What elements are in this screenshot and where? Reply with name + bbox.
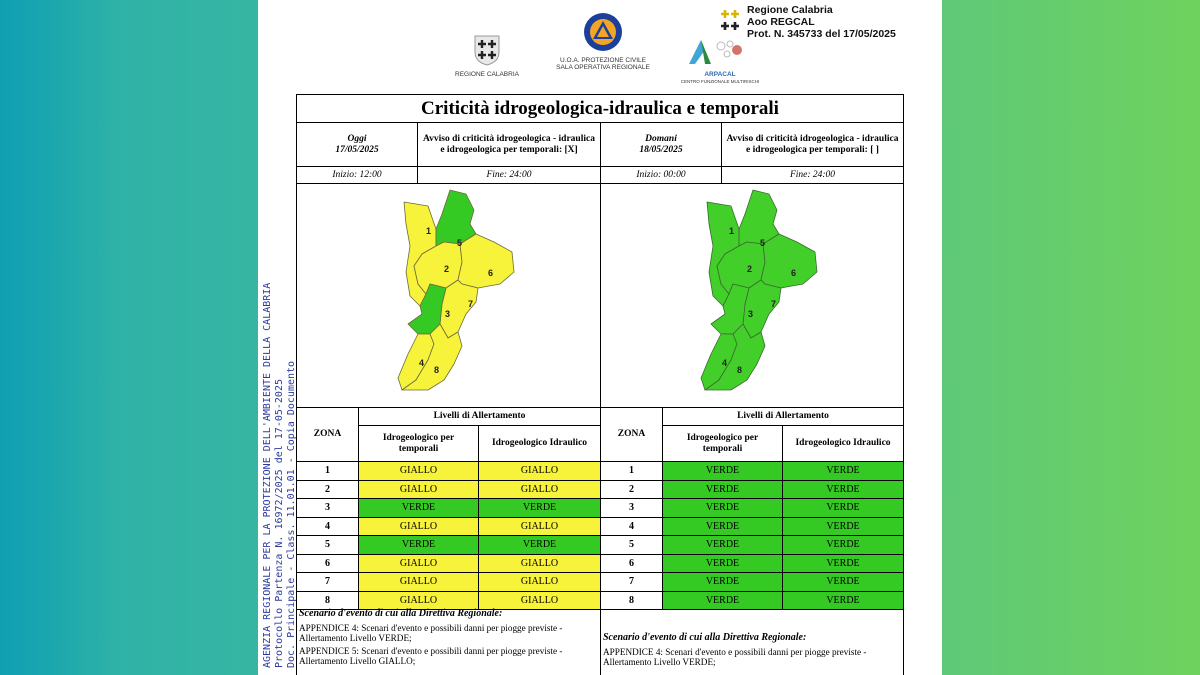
zone-number: 3 (297, 499, 359, 518)
today-scenario-heading: Scenario d'evento di cui alla Direttiva Regionale: (299, 608, 503, 619)
level-idraulico: GIALLO (479, 462, 601, 481)
zone-number: 2 (297, 481, 359, 500)
protocol-aoo: Aoo REGCAL (747, 16, 815, 28)
zone-number: 7 (601, 573, 663, 592)
level-idraulico: VERDE (783, 481, 903, 500)
today-notice: Avviso di criticità idrogeologica - idraulica e idrogeologica per temporali: [X] (418, 123, 601, 167)
map-label-zone-5: 5 (760, 238, 766, 248)
zone-number: 6 (297, 555, 359, 574)
map-label-zone-1: 1 (425, 226, 431, 236)
map-zone-6 (761, 234, 817, 288)
level-temporali: VERDE (359, 499, 479, 518)
level-idraulico: GIALLO (479, 555, 601, 574)
level-temporali: VERDE (663, 573, 783, 592)
today-scenario-appendix-4: APPENDICE 4: Scenari d'evento e possibili danni per piogge previste - Allertamento Livello VERDE; (299, 622, 563, 643)
map-label-zone-2: 2 (443, 264, 449, 274)
protezione-civile-logo: U.O.A. PROTEZIONE CIVILE SALA OPERATIVA REGIONALE (548, 12, 658, 71)
level-idraulico: GIALLO (479, 481, 601, 500)
tomorrow-temporali-header: Idrogeologico per temporali (663, 426, 783, 462)
today-livelli-header: Livelli di Allertamento (359, 408, 601, 426)
today-date: 17/05/2025 (335, 144, 379, 155)
zone-number: 6 (601, 555, 663, 574)
level-idraulico: VERDE (783, 592, 903, 611)
level-temporali: VERDE (663, 592, 783, 611)
map-label-zone-3: 3 (444, 309, 450, 319)
zone-number: 4 (297, 518, 359, 537)
stamp-line-1: AGENZIA REGIONALE PER LA PROTEZIONE DELL'AMBIENTE DELLA CALABRIA (262, 282, 273, 668)
today-start: Inizio: 12:00 (297, 167, 418, 184)
map-label-zone-6: 6 (487, 268, 493, 278)
bulletin-title: Criticità idrogeologica-idraulica e temporali (297, 95, 903, 123)
map-label-zone-5: 5 (456, 238, 462, 248)
today-zona-header: ZONA (297, 408, 359, 462)
today-end: Fine: 24:00 (418, 167, 601, 184)
zone-number: 4 (601, 518, 663, 537)
level-idraulico: VERDE (783, 518, 903, 537)
tomorrow-start: Inizio: 00:00 (601, 167, 722, 184)
tomorrow-idraulico-header: Idrogeologico Idraulico (783, 426, 903, 462)
zone-number: 5 (297, 536, 359, 555)
arpacal-icon (685, 36, 755, 66)
regione-calabria-logo: REGIONE CALABRIA (452, 34, 522, 78)
map-label-zone-3: 3 (748, 309, 754, 319)
tomorrow-zona-header: ZONA (601, 408, 663, 462)
tomorrow-date: 18/05/2025 (639, 144, 683, 155)
tomorrow-scenario-appendix-4: APPENDICE 4: Scenari d'evento e possibili danni per piogge previste - Allertamento Livello VERDE; (603, 646, 867, 667)
today-date-cell (297, 123, 418, 167)
zone-number: 5 (601, 536, 663, 555)
level-idraulico: VERDE (783, 555, 903, 574)
map-label-zone-2: 2 (747, 264, 753, 274)
today-temporali-header: Idrogeologico per temporali (359, 426, 479, 462)
arpacal-logo: ARPACAL CENTRO FUNZIONALE MULTIRISCHI (672, 36, 768, 85)
map-label-zone-7: 7 (771, 299, 777, 309)
tomorrow-date-cell (601, 123, 722, 167)
tomorrow-livelli-header: Livelli di Allertamento (663, 408, 903, 426)
tomorrow-notice: Avviso di criticità idrogeologica - idraulica e idrogeologica per temporali: [ ] (722, 123, 903, 167)
map-label-zone-4: 4 (418, 358, 424, 368)
level-temporali: VERDE (663, 555, 783, 574)
level-temporali: GIALLO (359, 462, 479, 481)
zone-number: 3 (601, 499, 663, 518)
stamp-line-3: Doc. Principale - Class. 11.01.01 - Copia Documento (286, 360, 297, 668)
level-idraulico: VERDE (479, 499, 601, 518)
level-idraulico: GIALLO (479, 573, 601, 592)
protezione-civile-icon (583, 12, 623, 52)
level-idraulico: VERDE (783, 499, 903, 518)
today-scenario-appendix-5: APPENDICE 5: Scenari d'evento e possibili danni per piogge previste - Allertamento Livello GIALLO; (299, 645, 563, 666)
zone-number: 2 (601, 481, 663, 500)
level-idraulico: VERDE (479, 536, 601, 555)
zone-number: 7 (297, 573, 359, 592)
level-temporali: GIALLO (359, 573, 479, 592)
level-temporali: VERDE (663, 518, 783, 537)
level-temporali: GIALLO (359, 592, 479, 611)
map-label-zone-6: 6 (791, 268, 797, 278)
today-zone-map (298, 184, 600, 406)
regione-crest-icon (472, 34, 502, 66)
zone-number: 8 (297, 592, 359, 611)
level-idraulico: GIALLO (479, 518, 601, 537)
map-label-zone-4: 4 (722, 358, 728, 368)
tomorrow-scenario-heading: Scenario d'evento di cui alla Direttiva Regionale: (603, 632, 807, 643)
level-idraulico: VERDE (783, 462, 903, 481)
today-idraulico-header: Idrogeologico Idraulico (479, 426, 601, 462)
tomorrow-map-panel (601, 184, 903, 408)
tomorrow-end: Fine: 24:00 (722, 167, 903, 184)
map-zone-6 (458, 234, 514, 288)
level-temporali: VERDE (663, 462, 783, 481)
level-idraulico: VERDE (783, 536, 903, 555)
zone-number: 1 (297, 462, 359, 481)
map-label-zone-1: 1 (729, 226, 735, 236)
level-temporali: VERDE (663, 499, 783, 518)
level-idraulico: GIALLO (479, 592, 601, 611)
protocol-number: Prot. N. 345733 del 17/05/2025 (747, 28, 896, 40)
tomorrow-zone-map (601, 184, 903, 406)
level-temporali: VERDE (663, 536, 783, 555)
bulletin (296, 94, 904, 675)
tomorrow-label: Domani (645, 133, 677, 144)
zone-number: 1 (601, 462, 663, 481)
map-label-zone-7: 7 (467, 299, 473, 309)
level-temporali: VERDE (663, 481, 783, 500)
level-temporali: GIALLO (359, 481, 479, 500)
today-scenario (299, 609, 599, 667)
stamp-line-2: Protocollo Partenza N. 16972/2025 del 17-05-2025 (274, 379, 285, 668)
level-temporali: VERDE (359, 536, 479, 555)
map-label-zone-8: 8 (433, 365, 439, 375)
level-idraulico: VERDE (783, 573, 903, 592)
document-page (258, 0, 942, 675)
tomorrow-scenario (603, 633, 901, 668)
protocol-region: Regione Calabria (747, 4, 833, 16)
map-label-zone-8: 8 (737, 365, 743, 375)
level-temporali: GIALLO (359, 555, 479, 574)
zone-number: 8 (601, 592, 663, 611)
level-temporali: GIALLO (359, 518, 479, 537)
regione-small-crest-icon (717, 8, 743, 34)
today-map-panel (297, 184, 601, 408)
today-label: Oggi (347, 133, 367, 144)
